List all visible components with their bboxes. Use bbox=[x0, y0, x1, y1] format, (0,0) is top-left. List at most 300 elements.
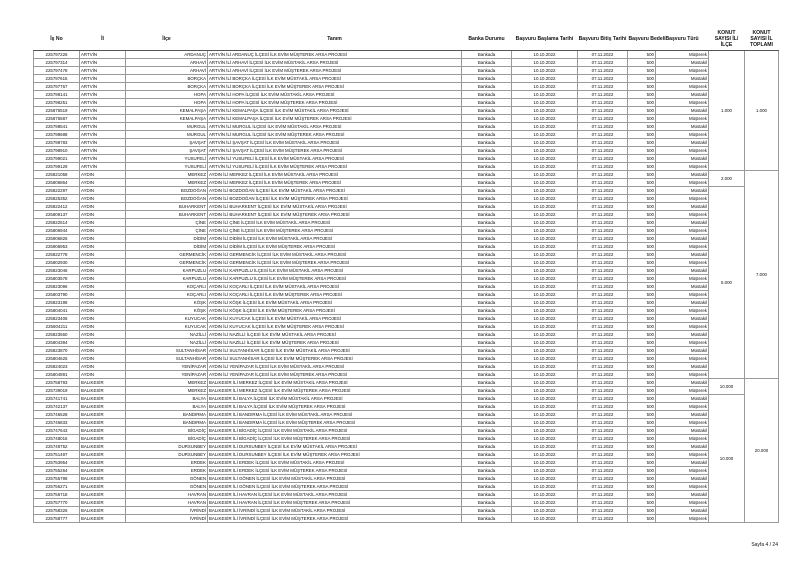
cell-bedel: 500 bbox=[628, 51, 656, 59]
cell-il: BALIKESİR bbox=[80, 379, 126, 387]
cell-ilce: YENİPAZAR bbox=[126, 371, 208, 379]
cell-tanim: BALIKESİR İLİ İVRİNDİ İLÇESİ İLK EVİM MÜŞTEREK ARSA PROJESİ bbox=[208, 515, 462, 523]
cell-basvuru-turu: Müşterek bbox=[656, 307, 709, 315]
cell-bitis-tarihi: 07.11.2022 bbox=[578, 99, 628, 107]
cell-bedel: 500 bbox=[628, 187, 656, 195]
cell-il: AYDIN bbox=[80, 371, 126, 379]
cell-ilce: BALYA bbox=[126, 395, 208, 403]
cell-il: AYDIN bbox=[80, 331, 126, 339]
cell-tanim: ARTVİN İLİ ARHAVİ İLÇESİ İLK EVİM MÜŞTEREK ARSA PROJESİ bbox=[208, 67, 462, 75]
cell-baslama-tarihi: 10.10.2022 bbox=[512, 451, 578, 459]
cell-isno: 225757770 bbox=[34, 499, 80, 507]
cell-isno: 225741741 bbox=[34, 395, 80, 403]
cell-bitis-tarihi: 07.11.2022 bbox=[578, 139, 628, 147]
cell-bitis-tarihi: 07.11.2022 bbox=[578, 475, 628, 483]
cell-banka-durumu: Bankada bbox=[462, 203, 512, 211]
table-row bbox=[34, 283, 779, 291]
table-row bbox=[34, 163, 779, 171]
cell-konut-ilce: 2.000 bbox=[709, 171, 745, 187]
cell-bitis-tarihi: 07.11.2022 bbox=[578, 235, 628, 243]
cell-isno: 225753954 bbox=[34, 459, 80, 467]
header-basvuru-turu: Başvuru Türü bbox=[656, 27, 709, 51]
cell-bedel: 500 bbox=[628, 451, 656, 459]
cell-baslama-tarihi: 10.10.2022 bbox=[512, 435, 578, 443]
cell-isno: 225755264 bbox=[34, 467, 80, 475]
cell-basvuru-turu: Müstakil bbox=[656, 491, 709, 499]
table-row bbox=[34, 203, 779, 211]
cell-ilce: HAVRAN bbox=[126, 491, 208, 499]
cell-baslama-tarihi: 10.10.2022 bbox=[512, 315, 578, 323]
cell-isno: 225798688 bbox=[34, 131, 80, 139]
cell-il: BALIKESİR bbox=[80, 507, 126, 515]
cell-ilce: ŞAVŞAT bbox=[126, 139, 208, 147]
cell-isno: 225804891 bbox=[34, 371, 80, 379]
cell-tanim: BALIKESİR İLİ HAVRAN İLÇESİ İLK EVİM MÜSTAKİL ARSA PROJESİ bbox=[208, 491, 462, 499]
cell-isno: 225822778 bbox=[34, 251, 80, 259]
cell-il: ARTVİN bbox=[80, 123, 126, 131]
cell-ilce: BİGADİÇ bbox=[126, 427, 208, 435]
cell-tanim: AYDIN İLİ SULTANHİSAR İLÇESİ İLK EVİM MÜSTAKİL ARSA PROJESİ bbox=[208, 347, 462, 355]
cell-banka-durumu: Bankada bbox=[462, 355, 512, 363]
cell-bitis-tarihi: 07.11.2022 bbox=[578, 459, 628, 467]
cell-isno: 225822514 bbox=[34, 219, 80, 227]
cell-ilce: BORÇKA bbox=[126, 75, 208, 83]
cell-ilce: DURSUNBEY bbox=[126, 443, 208, 451]
cell-isno: 225804625 bbox=[34, 355, 80, 363]
cell-bedel: 500 bbox=[628, 203, 656, 211]
cell-tanim: ARTVİN İLİ YUSUFELİ İLÇESİ İLK EVİM MÜSTAKİL ARSA PROJESİ bbox=[208, 155, 462, 163]
cell-basvuru-turu: Müstakil bbox=[656, 411, 709, 419]
cell-baslama-tarihi: 10.10.2022 bbox=[512, 259, 578, 267]
cell-tanim: BALIKESİR İLİ BİGADİÇ İLÇESİ İLK EVİM MÜSTAKİL ARSA PROJESİ bbox=[208, 427, 462, 435]
cell-basvuru-turu: Müstakil bbox=[656, 507, 709, 515]
cell-bedel: 500 bbox=[628, 67, 656, 75]
cell-il: ARTVİN bbox=[80, 139, 126, 147]
cell-baslama-tarihi: 10.10.2022 bbox=[512, 467, 578, 475]
cell-baslama-tarihi: 10.10.2022 bbox=[512, 235, 578, 243]
table-row bbox=[34, 323, 779, 331]
cell-tanim: ARTVİN İLİ ARHAVİ İLÇESİ İLK EVİM MÜSTAKİL ARSA PROJESİ bbox=[208, 59, 462, 67]
cell-il: BALIKESİR bbox=[80, 499, 126, 507]
cell-bitis-tarihi: 07.11.2022 bbox=[578, 395, 628, 403]
header-isno: İş No bbox=[34, 27, 80, 51]
cell-basvuru-turu: Müşterek bbox=[656, 51, 709, 59]
cell-isno: 225758793 bbox=[34, 379, 80, 387]
cell-banka-durumu: Bankada bbox=[462, 347, 512, 355]
table-row bbox=[34, 427, 779, 435]
cell-basvuru-turu: Müşterek bbox=[656, 275, 709, 283]
header-konut-toplam: KONUT SAYISI İL TOPLAMI bbox=[745, 27, 779, 51]
cell-ilce: İVRİNDİ bbox=[126, 515, 208, 523]
cell-isno: 225746528 bbox=[34, 411, 80, 419]
cell-tanim: AYDIN İLİ ÇİNE İLÇESİ İLK EVİM MÜSTAKİL ARSA PROJESİ bbox=[208, 219, 462, 227]
cell-banka-durumu: Bankada bbox=[462, 387, 512, 395]
cell-isno: 225823406 bbox=[34, 315, 80, 323]
cell-bitis-tarihi: 07.11.2022 bbox=[578, 211, 628, 219]
cell-tanim: BALIKESİR İLİ GÖNEN İLÇESİ İLK EVİM MÜSTAKİL ARSA PROJESİ bbox=[208, 475, 462, 483]
cell-bedel: 500 bbox=[628, 355, 656, 363]
cell-bitis-tarihi: 07.11.2022 bbox=[578, 107, 628, 115]
cell-il: BALIKESİR bbox=[80, 483, 126, 491]
cell-bitis-tarihi: 07.11.2022 bbox=[578, 251, 628, 259]
cell-banka-durumu: Bankada bbox=[462, 323, 512, 331]
cell-basvuru-turu: Müşterek bbox=[656, 467, 709, 475]
cell-baslama-tarihi: 10.10.2022 bbox=[512, 267, 578, 275]
cell-baslama-tarihi: 10.10.2022 bbox=[512, 371, 578, 379]
cell-isno: 225821058 bbox=[34, 171, 80, 179]
cell-tanim: ARTVİN İLİ BORÇKA İLÇESİ İLK EVİM MÜSTAKİL ARSA PROJESİ bbox=[208, 75, 462, 83]
cell-bitis-tarihi: 07.11.2022 bbox=[578, 123, 628, 131]
cell-bitis-tarihi: 07.11.2022 bbox=[578, 419, 628, 427]
cell-isno: 225751497 bbox=[34, 451, 80, 459]
cell-banka-durumu: Bankada bbox=[462, 187, 512, 195]
cell-banka-durumu: Bankada bbox=[462, 291, 512, 299]
cell-bedel: 500 bbox=[628, 123, 656, 131]
cell-bedel: 500 bbox=[628, 379, 656, 387]
cell-ilce: KOÇARLI bbox=[126, 283, 208, 291]
cell-il: BALIKESİR bbox=[80, 435, 126, 443]
cell-ilce: NAZİLLİ bbox=[126, 339, 208, 347]
cell-baslama-tarihi: 10.10.2022 bbox=[512, 419, 578, 427]
table-row bbox=[34, 315, 779, 323]
cell-baslama-tarihi: 10.10.2022 bbox=[512, 107, 578, 115]
cell-tanim: BALIKESİR İLİ BALYA İLÇESİ İLK EVİM MÜŞTEREK ARSA PROJESİ bbox=[208, 403, 462, 411]
cell-tanim: BALIKESİR İLİ MERKEZ İLÇESİ İLK EVİM MÜSTAKİL ARSA PROJESİ bbox=[208, 379, 462, 387]
cell-bitis-tarihi: 07.11.2022 bbox=[578, 379, 628, 387]
table-row bbox=[34, 211, 779, 219]
cell-bitis-tarihi: 07.11.2022 bbox=[578, 411, 628, 419]
cell-bedel: 500 bbox=[628, 179, 656, 187]
cell-banka-durumu: Bankada bbox=[462, 219, 512, 227]
cell-bedel: 500 bbox=[628, 219, 656, 227]
cell-il: AYDIN bbox=[80, 251, 126, 259]
cell-ilce: ERDEK bbox=[126, 467, 208, 475]
table-row bbox=[34, 107, 779, 115]
cell-ilce: MERKEZ bbox=[126, 379, 208, 387]
table-row bbox=[34, 51, 779, 59]
cell-basvuru-turu: Müstakil bbox=[656, 331, 709, 339]
cell-il: AYDIN bbox=[80, 347, 126, 355]
cell-il: BALIKESİR bbox=[80, 427, 126, 435]
cell-ilce: KÖŞK bbox=[126, 307, 208, 315]
cell-il: AYDIN bbox=[80, 195, 126, 203]
cell-isno: 225798783 bbox=[34, 139, 80, 147]
cell-isno: 225747643 bbox=[34, 427, 80, 435]
cell-bitis-tarihi: 07.11.2022 bbox=[578, 347, 628, 355]
cell-ilce: MERKEZ bbox=[126, 171, 208, 179]
page-number: Sayfa 4 / 24 bbox=[751, 542, 778, 548]
cell-basvuru-turu: Müşterek bbox=[656, 435, 709, 443]
cell-baslama-tarihi: 10.10.2022 bbox=[512, 483, 578, 491]
table-row bbox=[34, 275, 779, 283]
cell-ilce: İVRİNDİ bbox=[126, 507, 208, 515]
cell-bitis-tarihi: 07.11.2022 bbox=[578, 443, 628, 451]
cell-baslama-tarihi: 10.10.2022 bbox=[512, 355, 578, 363]
cell-tanim: ARTVİN İLİ HOPA İLÇESİ İLK EVİM MÜSTAKİL ARSA PROJESİ bbox=[208, 91, 462, 99]
cell-banka-durumu: Bankada bbox=[462, 195, 512, 203]
cell-bedel: 500 bbox=[628, 491, 656, 499]
cell-tanim: BALIKESİR İLİ BANDIRMA İLÇESİ İLK EVİM MÜSTAKİL ARSA PROJESİ bbox=[208, 411, 462, 419]
cell-banka-durumu: Bankada bbox=[462, 371, 512, 379]
cell-bitis-tarihi: 07.11.2022 bbox=[578, 171, 628, 179]
cell-isno: 225756271 bbox=[34, 483, 80, 491]
cell-il: AYDIN bbox=[80, 187, 126, 195]
cell-bedel: 500 bbox=[628, 331, 656, 339]
cell-tanim: ARTVİN İLİ MURGUL İLÇESİ İLK EVİM MÜSTAKİL ARSA PROJESİ bbox=[208, 123, 462, 131]
cell-isno: 225806944 bbox=[34, 227, 80, 235]
cell-baslama-tarihi: 10.10.2022 bbox=[512, 123, 578, 131]
cell-banka-durumu: Bankada bbox=[462, 339, 512, 347]
cell-tanim: AYDIN İLİ KARPUZLU İLÇESİ İLK EVİM MÜSTAKİL ARSA PROJESİ bbox=[208, 267, 462, 275]
cell-baslama-tarihi: 10.10.2022 bbox=[512, 83, 578, 91]
table-row bbox=[34, 179, 779, 187]
cell-ilce: ERDEK bbox=[126, 459, 208, 467]
cell-isno: 225758777 bbox=[34, 515, 80, 523]
cell-basvuru-turu: Müşterek bbox=[656, 131, 709, 139]
cell-ilce: KEMALPAŞA bbox=[126, 107, 208, 115]
cell-il: ARTVİN bbox=[80, 155, 126, 163]
cell-bedel: 500 bbox=[628, 299, 656, 307]
cell-basvuru-turu: Müstakil bbox=[656, 235, 709, 243]
cell-konut-ilce: 1.000 bbox=[709, 51, 745, 171]
cell-bitis-tarihi: 07.11.2022 bbox=[578, 219, 628, 227]
cell-isno: 225822412 bbox=[34, 203, 80, 211]
cell-baslama-tarihi: 10.10.2022 bbox=[512, 195, 578, 203]
cell-ilce: GERMENCİK bbox=[126, 259, 208, 267]
cell-baslama-tarihi: 10.10.2022 bbox=[512, 411, 578, 419]
cell-basvuru-turu: Müşterek bbox=[656, 227, 709, 235]
cell-isno: 225799021 bbox=[34, 155, 80, 163]
cell-isno: 225756718 bbox=[34, 491, 80, 499]
cell-isno: 225875587 bbox=[34, 115, 80, 123]
cell-banka-durumu: Bankada bbox=[462, 443, 512, 451]
cell-isno: 225798541 bbox=[34, 123, 80, 131]
cell-tanim: AYDIN İLİ BOZDOĞAN İLÇESİ İLK EVİM MÜSTAKİL ARSA PROJESİ bbox=[208, 187, 462, 195]
cell-bedel: 500 bbox=[628, 307, 656, 315]
cell-tanim: AYDIN İLİ BUHARKENT İLÇESİ İLK EVİM MÜSTAKİL ARSA PROJESİ bbox=[208, 203, 462, 211]
cell-bitis-tarihi: 07.11.2022 bbox=[578, 275, 628, 283]
cell-baslama-tarihi: 10.10.2022 bbox=[512, 99, 578, 107]
cell-baslama-tarihi: 10.10.2022 bbox=[512, 139, 578, 147]
cell-basvuru-turu: Müşterek bbox=[656, 211, 709, 219]
cell-il: AYDIN bbox=[80, 315, 126, 323]
cell-bitis-tarihi: 07.11.2022 bbox=[578, 499, 628, 507]
cell-bedel: 500 bbox=[628, 475, 656, 483]
cell-bedel: 500 bbox=[628, 163, 656, 171]
cell-konut-ilce: 5.000 bbox=[709, 187, 745, 379]
cell-tanim: AYDIN İLİ YENİPAZAR İLÇESİ İLK EVİM MÜSTAKİL ARSA PROJESİ bbox=[208, 363, 462, 371]
cell-basvuru-turu: Müşterek bbox=[656, 419, 709, 427]
cell-basvuru-turu: Müstakil bbox=[656, 267, 709, 275]
cell-bedel: 500 bbox=[628, 131, 656, 139]
cell-bitis-tarihi: 07.11.2022 bbox=[578, 131, 628, 139]
cell-basvuru-turu: Müşterek bbox=[656, 67, 709, 75]
table-row bbox=[34, 475, 779, 483]
cell-il: AYDIN bbox=[80, 211, 126, 219]
cell-il: AYDIN bbox=[80, 227, 126, 235]
cell-baslama-tarihi: 10.10.2022 bbox=[512, 475, 578, 483]
cell-il: BALIKESİR bbox=[80, 451, 126, 459]
cell-bitis-tarihi: 07.11.2022 bbox=[578, 163, 628, 171]
cell-baslama-tarihi: 10.10.2022 bbox=[512, 403, 578, 411]
cell-bitis-tarihi: 07.11.2022 bbox=[578, 83, 628, 91]
cell-basvuru-turu: Müşterek bbox=[656, 179, 709, 187]
cell-bitis-tarihi: 07.11.2022 bbox=[578, 227, 628, 235]
table-row bbox=[34, 243, 779, 251]
cell-bitis-tarihi: 07.11.2022 bbox=[578, 515, 628, 523]
cell-bedel: 500 bbox=[628, 107, 656, 115]
cell-banka-durumu: Bankada bbox=[462, 227, 512, 235]
cell-bedel: 500 bbox=[628, 243, 656, 251]
cell-bedel: 500 bbox=[628, 483, 656, 491]
cell-basvuru-turu: Müşterek bbox=[656, 483, 709, 491]
table-row bbox=[34, 235, 779, 243]
table-row bbox=[34, 187, 779, 195]
cell-bitis-tarihi: 07.11.2022 bbox=[578, 339, 628, 347]
cell-baslama-tarihi: 10.10.2022 bbox=[512, 323, 578, 331]
cell-banka-durumu: Bankada bbox=[462, 59, 512, 67]
cell-isno: 225824023 bbox=[34, 363, 80, 371]
cell-bitis-tarihi: 07.11.2022 bbox=[578, 147, 628, 155]
cell-bitis-tarihi: 07.11.2022 bbox=[578, 195, 628, 203]
cell-bedel: 500 bbox=[628, 83, 656, 91]
cell-il: BALIKESİR bbox=[80, 491, 126, 499]
cell-bitis-tarihi: 07.11.2022 bbox=[578, 403, 628, 411]
cell-baslama-tarihi: 10.10.2022 bbox=[512, 427, 578, 435]
cell-basvuru-turu: Müşterek bbox=[656, 339, 709, 347]
cell-bitis-tarihi: 07.11.2022 bbox=[578, 387, 628, 395]
cell-bitis-tarihi: 07.11.2022 bbox=[578, 283, 628, 291]
cell-basvuru-turu: Müstakil bbox=[656, 347, 709, 355]
cell-basvuru-turu: Müşterek bbox=[656, 195, 709, 203]
cell-ilce: GÖNEN bbox=[126, 483, 208, 491]
cell-il: AYDIN bbox=[80, 355, 126, 363]
cell-bitis-tarihi: 07.11.2022 bbox=[578, 427, 628, 435]
cell-isno: 225797226 bbox=[34, 51, 80, 59]
cell-bedel: 500 bbox=[628, 371, 656, 379]
cell-isno: 225804041 bbox=[34, 307, 80, 315]
table-row bbox=[34, 403, 779, 411]
cell-ilce: GÖNEN bbox=[126, 475, 208, 483]
cell-banka-durumu: Bankada bbox=[462, 507, 512, 515]
cell-banka-durumu: Bankada bbox=[462, 155, 512, 163]
cell-banka-durumu: Bankada bbox=[462, 235, 512, 243]
cell-bedel: 500 bbox=[628, 323, 656, 331]
table-row bbox=[34, 59, 779, 67]
cell-banka-durumu: Bankada bbox=[462, 171, 512, 179]
cell-basvuru-turu: Müşterek bbox=[656, 259, 709, 267]
cell-bedel: 500 bbox=[628, 283, 656, 291]
cell-bedel: 500 bbox=[628, 235, 656, 243]
cell-tanim: BALIKESİR İLİ DURSUNBEY İLÇESİ İLK EVİM MÜSTAKİL ARSA PROJESİ bbox=[208, 443, 462, 451]
cell-il: ARTVİN bbox=[80, 83, 126, 91]
table-row bbox=[34, 515, 779, 523]
cell-basvuru-turu: Müşterek bbox=[656, 291, 709, 299]
table-row bbox=[34, 355, 779, 363]
cell-basvuru-turu: Müstakil bbox=[656, 475, 709, 483]
cell-banka-durumu: Bankada bbox=[462, 307, 512, 315]
cell-banka-durumu: Bankada bbox=[462, 131, 512, 139]
cell-tanim: ARTVİN İLİ MURGUL İLÇESİ İLK EVİM MÜŞTEREK ARSA PROJESİ bbox=[208, 131, 462, 139]
table-row bbox=[34, 411, 779, 419]
table-row bbox=[34, 219, 779, 227]
cell-tanim: BALIKESİR İLİ ERDEK İLÇESİ İLK EVİM MÜŞTEREK ARSA PROJESİ bbox=[208, 467, 462, 475]
cell-tanim: ARTVİN İLİ KEMALPAŞA İLÇESİ İLK EVİM MÜSTAKİL ARSA PROJESİ bbox=[208, 107, 462, 115]
cell-bitis-tarihi: 07.11.2022 bbox=[578, 299, 628, 307]
cell-isno: 225822297 bbox=[34, 187, 80, 195]
cell-bitis-tarihi: 07.11.2022 bbox=[578, 187, 628, 195]
cell-il: BALIKESİR bbox=[80, 475, 126, 483]
cell-bitis-tarihi: 07.11.2022 bbox=[578, 307, 628, 315]
table-row bbox=[34, 259, 779, 267]
cell-baslama-tarihi: 10.10.2022 bbox=[512, 379, 578, 387]
cell-il: BALIKESİR bbox=[80, 459, 126, 467]
cell-baslama-tarihi: 10.10.2022 bbox=[512, 147, 578, 155]
cell-tanim: BALIKESİR İLİ BANDIRMA İLÇESİ İLK EVİM MÜŞTEREK ARSA PROJESİ bbox=[208, 419, 462, 427]
cell-bedel: 500 bbox=[628, 507, 656, 515]
table-row bbox=[34, 467, 779, 475]
cell-ilce: BORÇKA bbox=[126, 83, 208, 91]
table-row bbox=[34, 395, 779, 403]
cell-isno: 225875519 bbox=[34, 107, 80, 115]
cell-banka-durumu: Bankada bbox=[462, 451, 512, 459]
cell-bedel: 500 bbox=[628, 91, 656, 99]
cell-bedel: 500 bbox=[628, 115, 656, 123]
cell-bitis-tarihi: 07.11.2022 bbox=[578, 363, 628, 371]
cell-basvuru-turu: Müstakil bbox=[656, 59, 709, 67]
cell-bedel: 500 bbox=[628, 499, 656, 507]
cell-banka-durumu: Bankada bbox=[462, 411, 512, 419]
cell-baslama-tarihi: 10.10.2022 bbox=[512, 307, 578, 315]
cell-ilce: KEMALPAŞA bbox=[126, 115, 208, 123]
table-row bbox=[34, 99, 779, 107]
cell-ilce: BOZDOĞAN bbox=[126, 187, 208, 195]
cell-bitis-tarihi: 07.11.2022 bbox=[578, 507, 628, 515]
cell-bedel: 500 bbox=[628, 339, 656, 347]
cell-banka-durumu: Bankada bbox=[462, 435, 512, 443]
cell-tanim: ARTVİN İLİ HOPA İLÇESİ İLK EVİM MÜŞTEREK ARSA PROJESİ bbox=[208, 99, 462, 107]
table-row bbox=[34, 435, 779, 443]
cell-il: AYDIN bbox=[80, 275, 126, 283]
cell-baslama-tarihi: 10.10.2022 bbox=[512, 459, 578, 467]
cell-ilce: BALYA bbox=[126, 403, 208, 411]
cell-il: ARTVİN bbox=[80, 51, 126, 59]
cell-banka-durumu: Bankada bbox=[462, 139, 512, 147]
cell-bedel: 500 bbox=[628, 315, 656, 323]
cell-tanim: AYDIN İLİ KOÇARLI İLÇESİ İLK EVİM MÜSTAKİL ARSA PROJESİ bbox=[208, 283, 462, 291]
table-row bbox=[34, 131, 779, 139]
cell-bedel: 500 bbox=[628, 75, 656, 83]
cell-baslama-tarihi: 10.10.2022 bbox=[512, 491, 578, 499]
cell-banka-durumu: Bankada bbox=[462, 83, 512, 91]
cell-ilce: ARHAVİ bbox=[126, 59, 208, 67]
cell-tanim: AYDIN İLİ KOÇARLI İLÇESİ İLK EVİM MÜŞTEREK ARSA PROJESİ bbox=[208, 291, 462, 299]
cell-il: AYDIN bbox=[80, 243, 126, 251]
cell-ilce: HOPA bbox=[126, 99, 208, 107]
cell-ilce: SULTANHİSAR bbox=[126, 347, 208, 355]
cell-ilce: KARPUZLU bbox=[126, 267, 208, 275]
cell-tanim: AYDIN İLİ DİDİM İLÇESİ İLK EVİM MÜSTAKİL ARSA PROJESİ bbox=[208, 235, 462, 243]
cell-ilce: SULTANHİSAR bbox=[126, 355, 208, 363]
cell-ilce: KÖŞK bbox=[126, 299, 208, 307]
cell-bitis-tarihi: 07.11.2022 bbox=[578, 51, 628, 59]
cell-il: AYDIN bbox=[80, 339, 126, 347]
cell-isno: 225825352 bbox=[34, 195, 80, 203]
cell-basvuru-turu: Müşterek bbox=[656, 355, 709, 363]
cell-basvuru-turu: Müşterek bbox=[656, 515, 709, 523]
cell-il: BALIKESİR bbox=[80, 419, 126, 427]
cell-banka-durumu: Bankada bbox=[462, 299, 512, 307]
